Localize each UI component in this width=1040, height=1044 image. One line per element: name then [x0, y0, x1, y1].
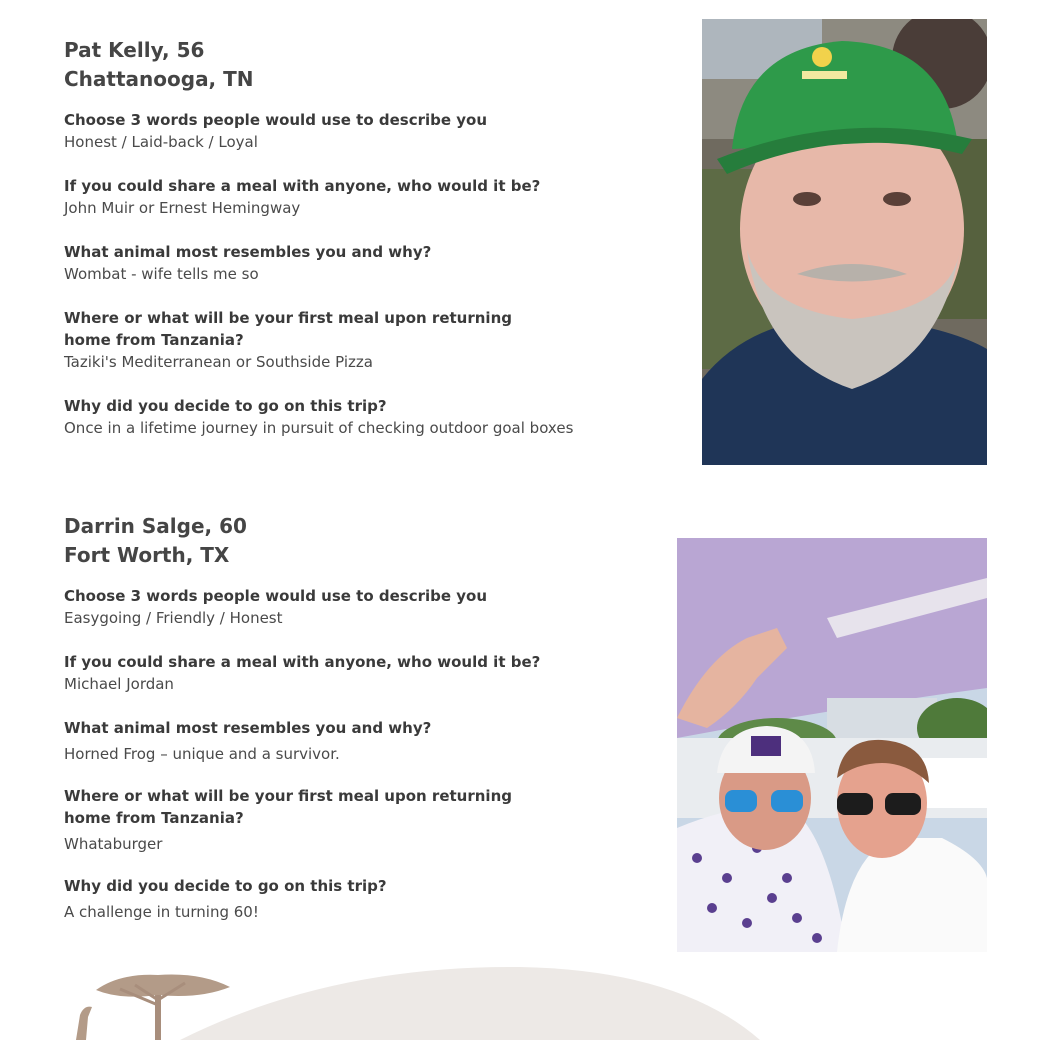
- answer-words: Honest / Laid-back / Loyal: [64, 133, 258, 151]
- answer-first-meal: Whataburger: [64, 835, 163, 853]
- answer-words: Easygoing / Friendly / Honest: [64, 609, 283, 627]
- answer-why-trip: A challenge in turning 60!: [64, 903, 259, 921]
- profile-location: Fort Worth, TX: [64, 543, 230, 567]
- answer-animal: Wombat - wife tells me so: [64, 265, 259, 283]
- giraffe-icon: [76, 1007, 92, 1040]
- profile-name: Pat Kelly, 56: [64, 38, 205, 62]
- question-animal: What animal most resembles you and why?: [64, 243, 432, 261]
- answer-first-meal: Taziki's Mediterranean or Southside Pizza: [64, 353, 373, 371]
- question-meal-anyone: If you could share a meal with anyone, who would it be?: [64, 653, 541, 671]
- profile-name: Darrin Salge, 60: [64, 514, 247, 538]
- savanna-scenery: [0, 955, 1040, 1040]
- answer-meal-anyone: John Muir or Ernest Hemingway: [64, 199, 301, 217]
- profile-pat-kelly: [64, 36, 664, 439]
- question-meal-anyone: If you could share a meal with anyone, who would it be?: [64, 177, 541, 195]
- question-words: Choose 3 words people would use to describe you: [64, 111, 488, 129]
- profile-photo-darrin-salge: [677, 538, 987, 952]
- question-first-meal-line1: Where or what will be your first meal upon returning: [64, 309, 512, 327]
- profile-photo-pat-kelly: [702, 19, 987, 465]
- profile-darrin-salge: [64, 512, 664, 923]
- question-first-meal-line2: home from Tanzania?: [64, 331, 244, 349]
- answer-animal: Horned Frog – unique and a survivor.: [64, 745, 340, 763]
- question-animal: What animal most resembles you and why?: [64, 719, 432, 737]
- question-first-meal-line2: home from Tanzania?: [64, 809, 244, 827]
- question-words: Choose 3 words people would use to describe you: [64, 587, 488, 605]
- answer-why-trip: Once in a lifetime journey in pursuit of checking outdoor goal boxes: [64, 419, 574, 437]
- question-why-trip: Why did you decide to go on this trip?: [64, 397, 387, 415]
- profile-location: Chattanooga, TN: [64, 67, 254, 91]
- question-why-trip: Why did you decide to go on this trip?: [64, 877, 387, 895]
- answer-meal-anyone: Michael Jordan: [64, 675, 174, 693]
- question-first-meal-line1: Where or what will be your first meal upon returning: [64, 787, 512, 805]
